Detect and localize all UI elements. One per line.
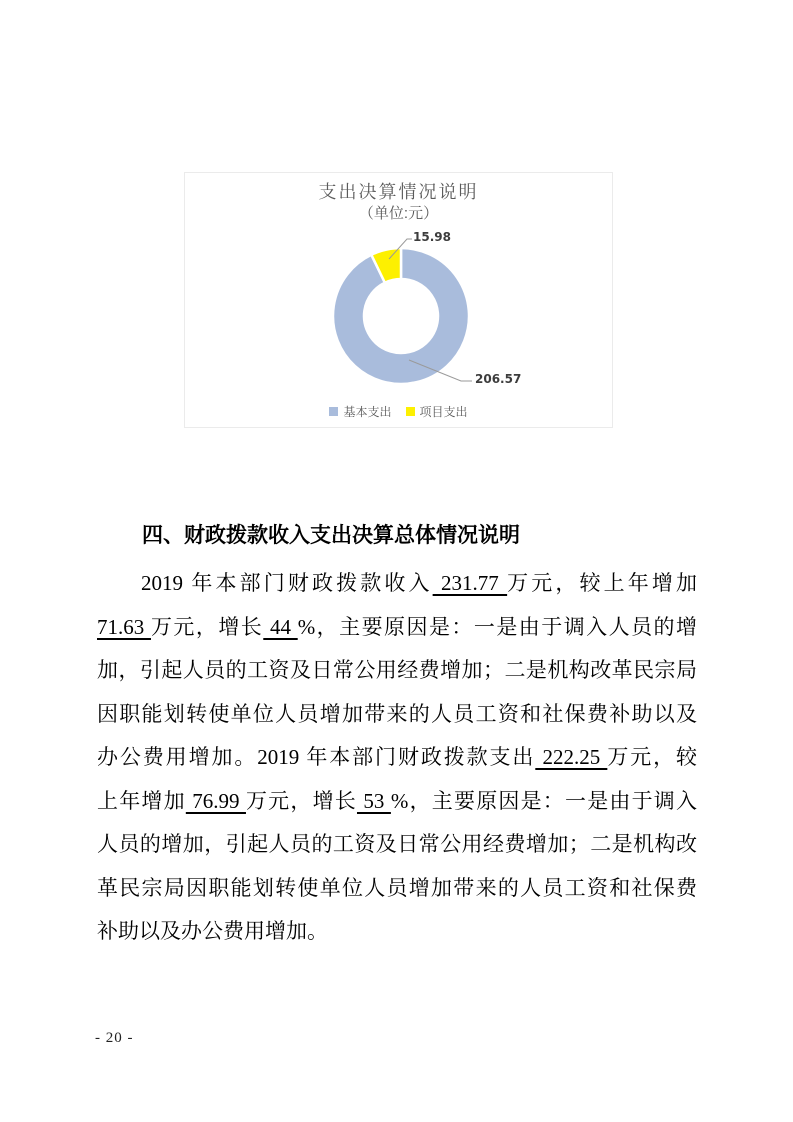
underlined-value: 222.25 — [535, 745, 608, 769]
donut-chart — [185, 173, 612, 427]
text-segment: 万元，较 — [607, 745, 697, 769]
paragraph-line — [97, 562, 697, 606]
page-number: - 20 - — [95, 1030, 134, 1046]
text-segment: 补助以及办公费用增加。 — [97, 919, 328, 943]
underlined-value: 76.99 — [185, 788, 246, 813]
legend-color-swatch-icon — [329, 407, 338, 416]
paragraph-line — [97, 867, 697, 911]
text-segment: 革民宗局因职能划转使单位人员增加带来的人员工资和社保费 — [97, 875, 697, 900]
legend-label: 基本支出 — [343, 405, 392, 419]
underlined-value: 44 — [263, 614, 298, 639]
data-label-project-expenditure: 15.98 — [413, 230, 451, 244]
paragraph-line — [97, 736, 697, 780]
expenditure-donut-chart-figure — [184, 172, 613, 428]
text-segment: 办公费用增加。2019 年本部门财政拨款支出 — [97, 745, 536, 769]
body-paragraph — [97, 562, 697, 954]
data-label-basic-expenditure: 206.57 — [475, 372, 522, 386]
chart-title: 支出决算情况说明 — [318, 182, 479, 202]
paragraph-line — [97, 823, 697, 867]
text-segment: 上年增加 — [97, 788, 186, 813]
paragraph-line — [97, 910, 697, 954]
legend-item — [329, 403, 391, 420]
text-segment: 万元，增长 — [245, 788, 357, 813]
text-segment: 万元，增长 — [150, 614, 264, 639]
text-segment: 人员的增加，引起人员的工资及日常公用经费增加；二是机构改 — [97, 832, 697, 856]
text-segment: %，主要原因是：一是由于调入人员的增 — [297, 614, 697, 639]
underlined-value: 53 — [356, 788, 391, 813]
text-segment: 加，引起人员的工资及日常公用经费增加；二是机构改革民宗局 — [97, 658, 697, 682]
underlined-value: 71.63 — [97, 614, 151, 639]
text-segment: %，主要原因是：一是由于调入 — [390, 788, 697, 813]
text-segment: 万元，较上年增加 — [507, 571, 697, 595]
paragraph-line — [97, 693, 697, 737]
paragraph-line — [97, 606, 697, 650]
legend-color-swatch-icon — [406, 407, 415, 416]
underlined-value: 231.77 — [432, 571, 508, 595]
legend-item — [406, 403, 468, 420]
paragraph-line — [97, 649, 697, 693]
text-segment: 因职能划转使单位人员增加带来的人员工资和社保费补助以及 — [97, 701, 697, 726]
chart-legend — [185, 403, 612, 420]
section-heading: 四、财政拨款收入支出决算总体情况说明 — [142, 524, 520, 547]
legend-label: 项目支出 — [419, 405, 468, 419]
paragraph-line — [97, 780, 697, 824]
chart-subtitle: （单位:元） — [358, 205, 439, 222]
text-segment: 2019 年本部门财政拨款收入 — [141, 571, 433, 595]
